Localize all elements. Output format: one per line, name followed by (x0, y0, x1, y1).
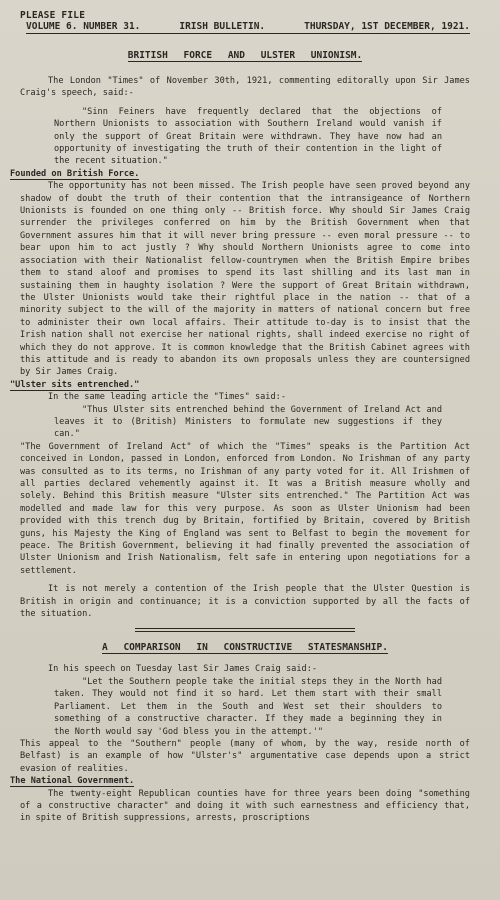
publication-name: IRISH BULLETIN. (179, 21, 266, 32)
section2-intro: In his speech on Tuesday last Sir James Craig said:- (48, 664, 318, 675)
issue-date: THURSDAY, 1ST DECEMBER, 1921. (304, 21, 470, 32)
section2-title: A COMPARISON IN CONSTRUCTIVE STATESMANSHIP. (102, 642, 388, 654)
volume-number: VOLUME 6. NUMBER 31. (26, 21, 141, 32)
body-paragraph-2: "The Government of Ireland Act" of which the "Times" speaks is the Partition Act conceived in London, passed in London, enforced from London. No Irishman of any party was consulted as to its terms, no Irishman of any party voted for it. All Irishmen of all parties declared vehemently against it. It was a British measure wholly and solely. Behind this British measure "Ulster sits entrenched." The Partition Act was modelled and made law for this very purpose. As soon as Ulster Unionism had been provided with this trench dug by Britain, fortified by Britain, covered by British guns, his Majesty the King of England was sent to Belfast to begin the movement for peace. The British Government, believing it had finally prevented the association of Ulster Unionism and Irish Nationalism, felt safe in entering upon negotiations for a settlement. (20, 441, 470, 576)
craig-quote: "Let the Southern people take the initial steps they in the North had taken. They would not find it so hard. Let them start with their small Parliament. Let them in the South and West set their shoulders to something of a constructive character. If they made a beginning they in the North would say 'God bless you in the attempt.'" (54, 676, 442, 737)
bulletin-header (26, 21, 470, 34)
intro-paragraph: The London "Times" of November 30th, 1921, commenting editorally upon Sir James Craig's speech, said:- (20, 76, 470, 99)
section-divider (135, 628, 355, 632)
times-quote-1: "Sinn Feiners have frequently declared that the objections of Northern Unionists to association with Southern Ireland would vanish if only the support of Great Britain were withdrawn. They have now had an opportunity of investigating the truth of their contention in the light of the recent situation." (54, 106, 442, 167)
subheading-founded-on-force: Founded on British Force. (10, 168, 140, 179)
subheading-national-government: The National Government. (10, 776, 135, 787)
intro-paragraph-2: In the same leading article the "Times" said:- (48, 392, 286, 403)
body-paragraph-1: The opportunity has not been missed. The Irish people have seen proved beyond any shadow of doubt the truth of their contention that the intransigeance of Northern Unionists is founded on one thing only -- British force. Why should Sir James Craig surrender the privileges conferred on him by the British Government when that Government assures him that it will never bring pressure -- even moral pressure -- to bear upon him to act justly ? Why should Northern Unionists agree to come into association with their Nationalist fellow-countrymen when the British Empire bribes them to stand aloof and promises to spend its last shilling and its last man in sustaining them in haughty isolation ? Were the support of Great Britain withdrawn, the Ulster Unionists would take their rightful place in the nation -- that of a minority subject to the will of the majority in matters of national concern but free to administer their own local affairs. Their attitude to-day is to insist that the Irish nation shall not exercise her national rights, shall indeed exercise no right of which they do not approve. It is common knowledge that the British Cabinet agrees with this attitude and is ready to abandon its own proposals unless they are countersigned by Sir James Craig. (20, 181, 470, 378)
section2-body: This appeal to the "Southern" people (many of whom, by the way, reside north of Belfast) is an example of how "Ulster's" argumentative case depends upon a strict evasion of realities. (20, 738, 470, 774)
section2-body-2: The twenty-eight Republican counties have for three years been doing "something of a constructive character" and doing it with such earnestness and efficiency that, in spite of British suppressions, arrests, proscriptions (20, 788, 470, 824)
body-paragraph-3: It is not merely a contention of the Irish people that the Ulster Question is British in origin and continuance; it is a conviction supported by all the facts of the situation. (20, 584, 470, 620)
article-title: BRITISH FORCE AND ULSTER UNIONISM. (127, 50, 363, 61)
please-file-stamp: PLEASE FILE (20, 10, 86, 21)
subheading-ulster-sits: "Ulster sits entrenched." (10, 379, 140, 390)
times-quote-2: "Thus Ulster sits entrenched behind the Government of Ireland Act and leaves it to (British) Ministers to formulate new suggestions if they can." (54, 404, 442, 440)
